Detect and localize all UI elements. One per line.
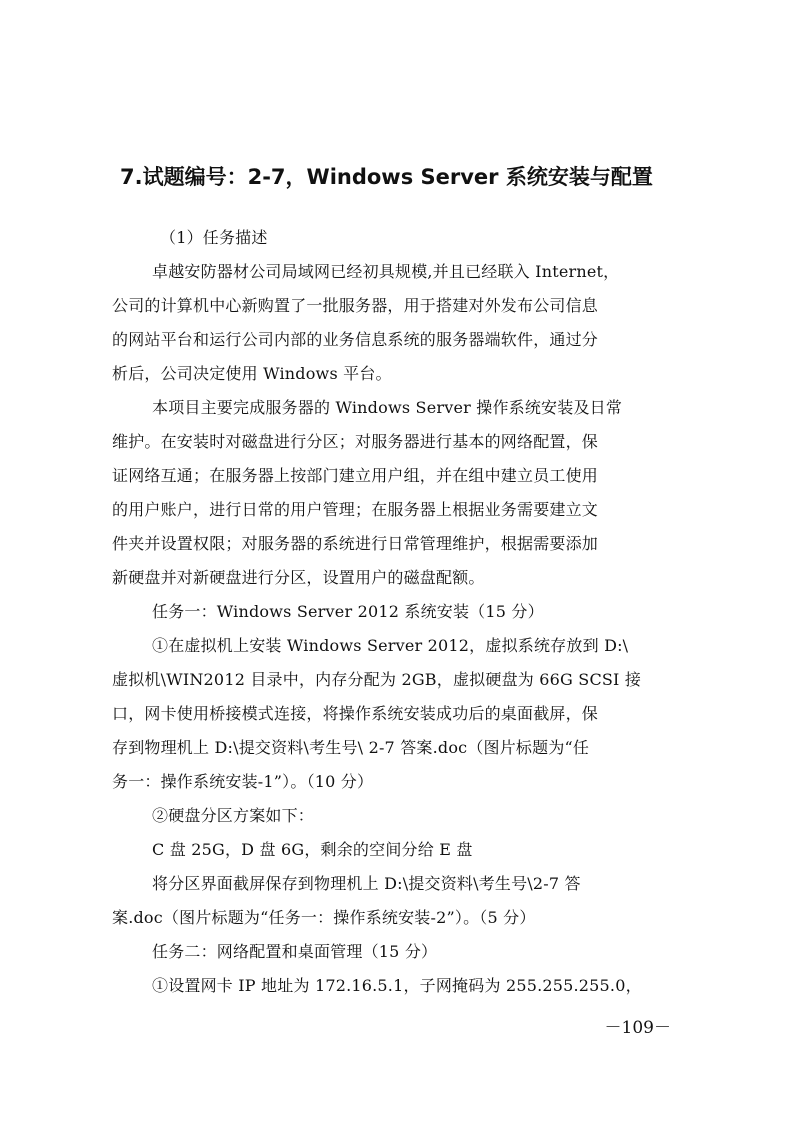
task-one-title: 任务一：Windows Server 2012 系统安装（15 分） xyxy=(152,602,544,621)
paragraph-line: 口，网卡使用桥接模式连接，将操作系统安装成功后的桌面截屏，保 xyxy=(112,704,599,723)
paragraph-line: 件夹并设置权限；对服务器的系统进行日常管理维护，根据需要添加 xyxy=(112,534,599,553)
paragraph-line: 新硬盘并对新硬盘进行分区，设置用户的磁盘配额。 xyxy=(112,568,485,587)
paragraph-line: 案.doc（图片标题为“任务一：操作系统安装-2”）。（5 分） xyxy=(112,908,536,927)
paragraph-line: 的用户账户，进行日常的用户管理；在服务器上根据业务需要建立文 xyxy=(112,500,599,519)
paragraph-line: 本项目主要完成服务器的 Windows Server 操作系统安装及日常 xyxy=(152,398,623,417)
paragraph-line: 证网络互通；在服务器上按部门建立用户组，并在组中建立员工使用 xyxy=(112,466,599,485)
page-number: －109－ xyxy=(604,1018,671,1038)
paragraph-line: 的网站平台和运行公司内部的业务信息系统的服务器端软件，通过分 xyxy=(112,330,599,349)
paragraph-line: 卓越安防器材公司局域网已经初具规模,并且已经联入 Internet， xyxy=(152,262,620,281)
task-description-title: （1）任务描述 xyxy=(160,228,268,247)
paragraph-line: 将分区界面截屏保存到物理机上 D:\提交资料\考生号\2-7 答 xyxy=(152,874,581,893)
paragraph-line: 存到物理机上 D:\提交资料\考生号\ 2-7 答案.doc（图片标题为“任 xyxy=(112,738,590,757)
paragraph-line: 务一：操作系统安装-1”）。（10 分） xyxy=(112,772,374,791)
paragraph-line: 析后，公司决定使用 Windows 平台。 xyxy=(112,364,392,383)
paragraph-line: 公司的计算机中心新购置了一批服务器，用于搭建对外发布公司信息 xyxy=(112,296,599,315)
paragraph-line: ①设置网卡 IP 地址为 172.16.5.1，子网掩码为 255.255.255.0， xyxy=(152,976,642,995)
paragraph-line: 虚拟机\WIN2012 目录中，内存分配为 2GB，虚拟硬盘为 66G SCSI 接 xyxy=(112,670,642,689)
partition-title: ②硬盘分区方案如下： xyxy=(152,806,315,825)
section-heading: 7.试题编号：2-7，Windows Server 系统安装与配置 xyxy=(120,165,653,189)
task-two-title: 任务二：网络配置和桌面管理（15 分） xyxy=(152,942,438,961)
partition-plan: C 盘 25G，D 盘 6G，剩余的空间分给 E 盘 xyxy=(152,840,473,859)
paragraph-line: ①在虚拟机上安装 Windows Server 2012，虚拟系统存放到 D:\ xyxy=(152,636,629,655)
paragraph-line: 维护。在安装时对磁盘进行分区；对服务器进行基本的网络配置，保 xyxy=(112,432,599,451)
